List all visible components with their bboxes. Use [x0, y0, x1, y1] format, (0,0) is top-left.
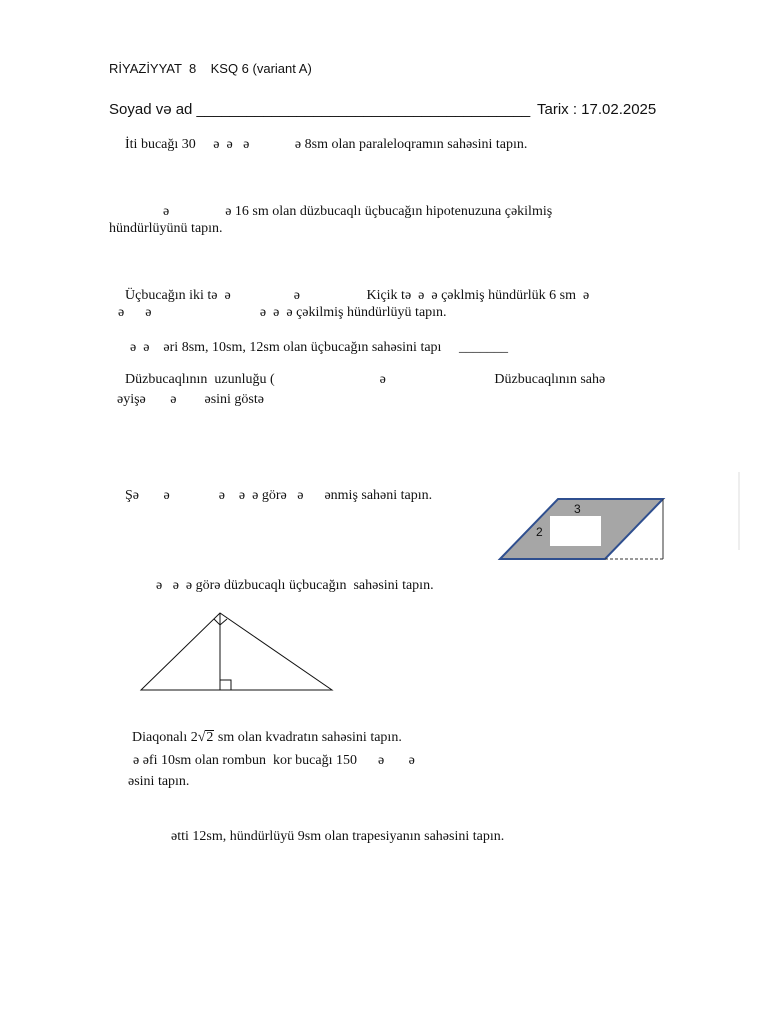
inner-rectangle — [550, 516, 601, 546]
parallelogram-figure — [495, 494, 670, 564]
question-5-line-2: əyişə ə əsini göstə — [117, 392, 264, 407]
sqrt-symbol: √2 — [197, 730, 214, 745]
scroll-indicator — [738, 472, 740, 550]
right-triangle-figure — [136, 608, 336, 694]
date-line: Tarix : 17.02.2025 — [537, 101, 657, 118]
label-3: 3 — [574, 502, 581, 516]
question-2-line-2: hündürlüyünü tapın. — [109, 221, 223, 236]
question-8-prefix: Diaqonalı 2 — [132, 730, 198, 745]
question-5-line-1: Düzbucaqlının uzunluğu ( ə Düzbucaqlının sahə — [125, 372, 606, 387]
question-8-suffix: sm olan kvadratın sahəsini tapın. — [214, 730, 402, 745]
question-3-line-2: ə ə ə ə ə çəkilmiş hündürlüyü tapın. — [118, 305, 447, 320]
question-10: ətti 12sm, hündürlüyü 9sm olan trapesiyanın sahəsini tapın. — [171, 829, 505, 844]
question-9-line-2: əsini tapın. — [128, 774, 190, 789]
question-4: ə ə əri 8sm, 10sm, 12sm olan üçbucağın sahəsini tapı _______ — [130, 340, 508, 355]
question-3-line-1: Üçbucağın iki tə ə ə Kiçik tə ə ə çəklmiş hündürlük 6 sm ə — [125, 288, 590, 303]
triangle — [141, 613, 332, 690]
question-9-line-1: ə əfi 10sm olan rombun kor bucağı 150 ə ə — [133, 753, 415, 768]
name-line: Soyad və ad ________________________________________ — [109, 101, 531, 118]
question-7: ə ə ə görə düzbucaqlı üçbucağın sahəsini tapın. — [156, 578, 434, 593]
right-angle-mark-base — [220, 680, 231, 690]
question-8 — [125, 714, 402, 746]
label-2: 2 — [536, 525, 543, 539]
question-1: İti bucağı 30 ə ə ə ə 8sm olan paraleloqramın sahəsini tapın. — [125, 137, 528, 152]
question-2-line-1: ə ə 16 sm olan düzbucaqlı üçbucağın hipotenuzuna çəkilmiş — [163, 204, 553, 219]
subject-line: RİYAZİYYAT 8 KSQ 6 (variant A) — [109, 61, 312, 76]
question-6: Şə ə ə ə ə görə ə ənmiş sahəni tapın. — [125, 488, 433, 503]
sqrt-radicand: 2 — [206, 730, 214, 745]
